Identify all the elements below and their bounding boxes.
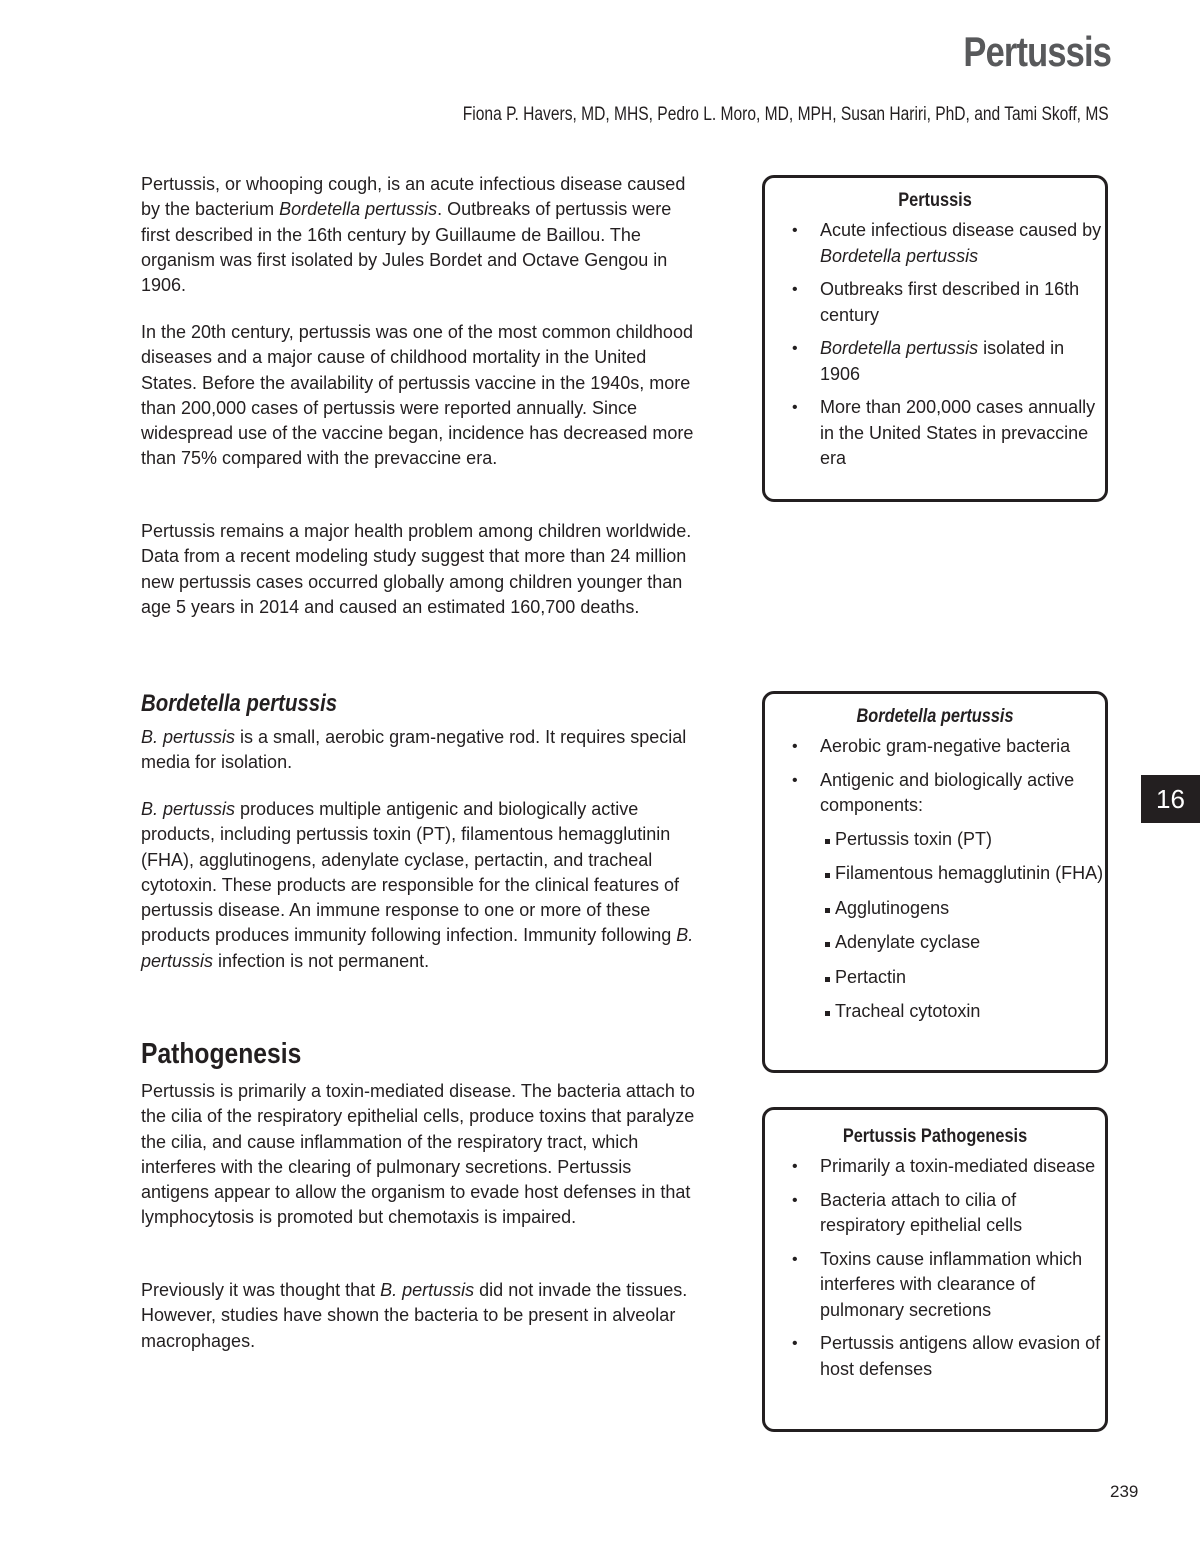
section-heading-pathogenesis: Pathogenesis bbox=[141, 1038, 302, 1070]
summary-box-bordetella bbox=[762, 691, 1108, 1073]
bullet-list bbox=[765, 734, 1105, 1025]
intro-paragraph-2: In the 20th century, pertussis was one of the most common childhood diseases and a major cause of childhood mortality in the United States. Before the availability of pertussis vaccine in the 1940s, more than 200,000 cases of pertussis were reported annually. Since widespread use of the vaccine began, incidence has decreased more than 75% compared with the prevaccine era. bbox=[141, 322, 694, 469]
chapter-tab: 16 bbox=[1141, 775, 1200, 823]
bordetella-paragraph-2: B. pertussis produces multiple antigenic and biologically active products, including pertussis toxin (PT), filamentous hemagglutinin (FHA), agglutinogens, adenylate cyclase, pertactin, and tracheal cytotoxin. These products are responsible for the clinical features of pertussis disease. An immune response to one or more of these products produces immunity following infection. Immunity following B. pertussis infection is not permanent. bbox=[141, 799, 694, 971]
sub-list-item: Tracheal cytotoxin bbox=[765, 999, 1105, 1025]
list-item: • Pertussis antigens allow evasion of host defenses bbox=[765, 1331, 1105, 1382]
intro-paragraph-1: Pertussis, or whooping cough, is an acute infectious disease caused by the bacterium Bordetella pertussis. Outbreaks of pertussis were first described in the 16th century by Guillaume de Baillou. The organism was first isolated by Jules Bordet and Octave Gengou in 1906. bbox=[141, 174, 686, 296]
bordetella-paragraph-1: B. pertussis is a small, aerobic gram-negative rod. It requires special media for isolation. bbox=[141, 727, 687, 773]
sub-list-item: Agglutinogens bbox=[765, 896, 1105, 922]
sub-list-item: Pertactin bbox=[765, 965, 1105, 991]
author-line: Fiona P. Havers, MD, MHS, Pedro L. Moro, MD, MPH, Susan Hariri, PhD, and Tami Skoff, MS bbox=[463, 104, 1109, 125]
intro-paragraph-3: Pertussis remains a major health problem among children worldwide. Data from a recent modeling study suggest that more than 24 million new pertussis cases occurred globally among children younger than age 5 years in 2014 and caused an estimated 160,700 deaths. bbox=[141, 521, 692, 617]
sub-list-item: Pertussis toxin (PT) bbox=[765, 827, 1105, 853]
section-heading-bordetella: Bordetella pertussis bbox=[141, 690, 338, 717]
list-item: • Bordetella pertussis isolated in 1906 bbox=[765, 336, 1105, 387]
summary-box-pertussis bbox=[762, 175, 1108, 502]
box-title: Pertussis Pathogenesis bbox=[842, 1126, 1028, 1147]
summary-box-pathogenesis bbox=[762, 1107, 1108, 1432]
list-item: • Primarily a toxin-mediated disease bbox=[765, 1154, 1105, 1180]
list-item: • Antigenic and biologically active components: bbox=[765, 768, 1105, 819]
pathogenesis-paragraph-2: Previously it was thought that B. pertussis did not invade the tissues. However, studies have shown the bacteria to be present in alveolar macrophages. bbox=[141, 1280, 688, 1351]
list-item: • Toxins cause inflammation which interferes with clearance of pulmonary secretions bbox=[765, 1247, 1105, 1324]
list-item: • Outbreaks first described in 16th century bbox=[765, 277, 1105, 328]
list-item: • Aerobic gram-negative bacteria bbox=[765, 734, 1105, 760]
sub-list-item: Adenylate cyclase bbox=[765, 930, 1105, 956]
box-title: Pertussis bbox=[898, 190, 972, 211]
page-title: Pertussis bbox=[963, 28, 1111, 75]
list-item: • Acute infectious disease caused by Bordetella pertussis bbox=[765, 218, 1105, 269]
pathogenesis-paragraph-1: Pertussis is primarily a toxin-mediated disease. The bacteria attach to the cilia of the respiratory epithelial cells, produce toxins that paralyze the cilia, and cause inflammation of the respiratory tract, which interferes with the clearing of pulmonary secretions. Pertussis antigens appear to allow the organism to evade host defenses in that lymphocytosis is promoted but chemotaxis is impaired. bbox=[141, 1081, 695, 1228]
bullet-list bbox=[765, 218, 1105, 472]
list-item: • More than 200,000 cases annually in the United States in prevaccine era bbox=[765, 395, 1105, 472]
bullet-list bbox=[765, 1154, 1105, 1382]
box-title: Bordetella pertussis bbox=[856, 706, 1014, 727]
sub-list-item: Filamentous hemagglutinin (FHA) bbox=[765, 861, 1105, 887]
page-number: 239 bbox=[1110, 1482, 1139, 1501]
list-item: • Bacteria attach to cilia of respiratory epithelial cells bbox=[765, 1188, 1105, 1239]
